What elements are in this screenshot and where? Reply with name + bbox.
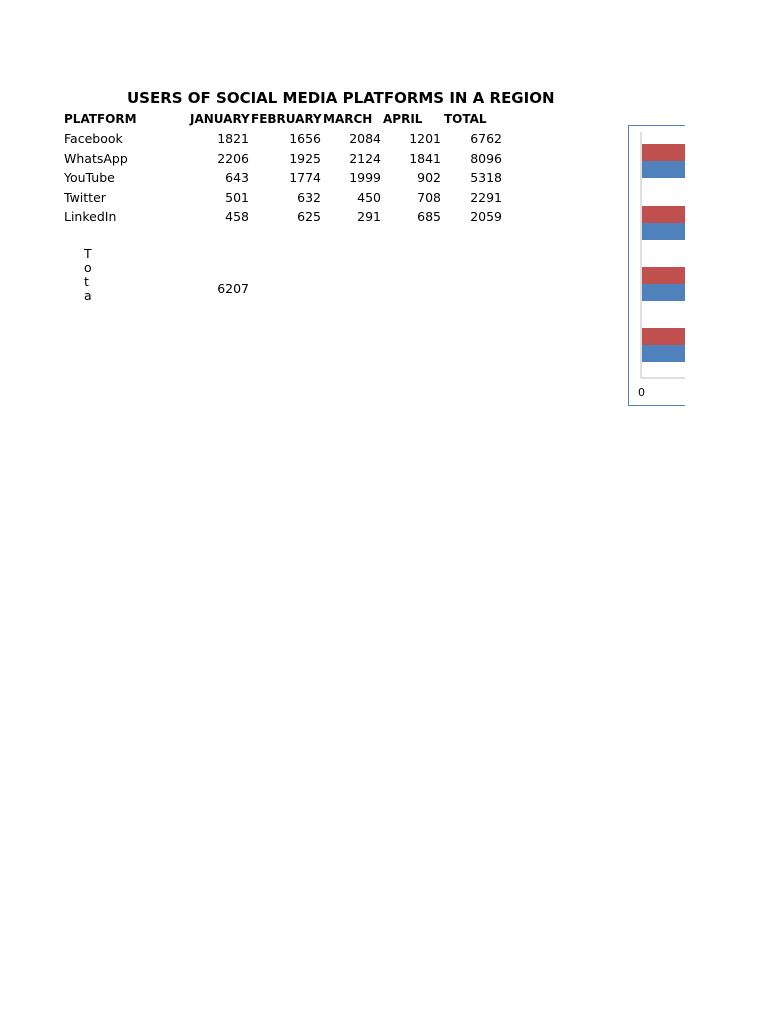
chart-bar-red	[642, 267, 685, 284]
total-value: 6207	[217, 281, 249, 296]
value-cell: 2124	[349, 150, 381, 166]
value-cell: 6762	[470, 131, 502, 146]
column-header-january: JANUARY	[190, 112, 250, 126]
column-header-platform: PLATFORM	[64, 112, 137, 126]
chart-bar-blue	[642, 345, 685, 362]
chart-bar-red	[642, 206, 685, 223]
total-vertical-label	[84, 247, 96, 301]
value-cell: 458	[225, 209, 249, 224]
platform-cell: YouTube	[64, 170, 115, 185]
value-cell: 708	[417, 189, 441, 205]
sheet-title: USERS OF SOCIAL MEDIA PLATFORMS IN A REGION	[127, 89, 555, 107]
chart-bar-blue	[642, 284, 685, 301]
chart-bar-blue	[642, 161, 685, 178]
platform-cell: Twitter	[64, 189, 106, 205]
value-cell: 1201	[409, 131, 441, 146]
value-cell: 1774	[289, 170, 321, 185]
column-header-february: FEBRUARY	[251, 112, 322, 126]
value-cell: 643	[225, 170, 249, 185]
column-header-march: MARCH	[323, 112, 373, 126]
value-cell: 902	[417, 170, 441, 185]
value-cell: 1925	[289, 150, 321, 166]
value-cell: 1999	[349, 170, 381, 185]
platform-cell: Facebook	[64, 131, 123, 146]
value-cell: 632	[297, 189, 321, 205]
value-cell: 1656	[289, 131, 321, 146]
value-cell: 685	[417, 209, 441, 224]
chart-bar-red	[642, 144, 685, 161]
column-header-total: TOTAL	[444, 112, 487, 126]
chart-area[interactable]	[628, 125, 685, 406]
platform-cell: WhatsApp	[64, 150, 128, 166]
vertical-letter: T	[84, 247, 92, 261]
platform-cell: LinkedIn	[64, 209, 117, 224]
value-cell: 450	[357, 189, 381, 205]
value-cell: 1841	[409, 150, 441, 166]
value-cell: 501	[225, 189, 249, 205]
vertical-letter: o	[84, 260, 92, 275]
chart-axis-zero-label: 0	[638, 386, 645, 399]
value-cell: 2084	[349, 131, 381, 146]
value-cell: 2059	[470, 209, 502, 224]
value-cell: 625	[297, 209, 321, 224]
value-cell: 291	[357, 209, 381, 224]
vertical-letter: t	[84, 274, 89, 289]
value-cell: 2206	[217, 150, 249, 166]
vertical-letter: a	[84, 288, 92, 301]
chart-bar-blue	[642, 223, 685, 240]
value-cell: 5318	[470, 170, 502, 185]
column-header-april: APRIL	[383, 112, 423, 126]
bar-chart	[629, 126, 685, 405]
value-cell: 2291	[470, 189, 502, 205]
chart-bar-red	[642, 328, 685, 345]
value-cell: 1821	[217, 131, 249, 146]
value-cell: 8096	[470, 150, 502, 166]
